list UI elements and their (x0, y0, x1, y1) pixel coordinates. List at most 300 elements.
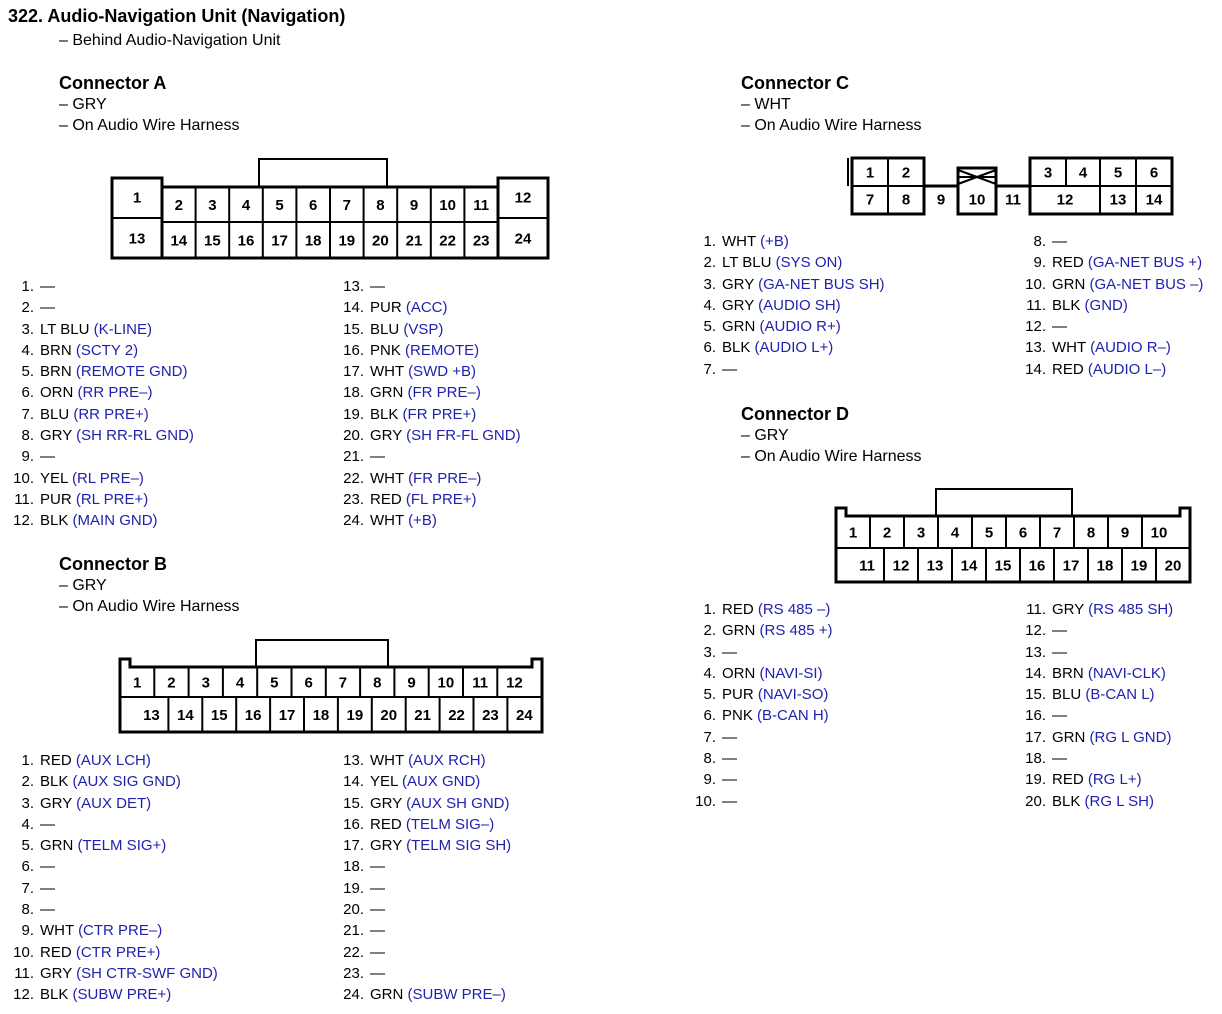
pin-function: (K-LINE) (93, 320, 152, 338)
pin-function: (NAVI-SO) (757, 686, 829, 704)
connector-c-pin-row (1022, 231, 1203, 252)
wire-color: BLK (40, 986, 69, 1004)
connector-c-pin-row (692, 252, 885, 273)
pin-function: (CTR PRE–) (78, 922, 163, 940)
wire-color: WHT (370, 363, 404, 381)
connector-b-heading (59, 554, 240, 617)
connector-d-pin-row (692, 684, 832, 705)
connector-a-pin: 24 (514, 230, 532, 248)
connector-a-pin: 4 (241, 197, 251, 214)
pin-number: 16. (343, 341, 364, 359)
pin-function: (FR PRE–) (407, 384, 481, 402)
connector-a-pin-row (340, 489, 521, 510)
pin-number: 8. (1033, 233, 1046, 250)
pin-number: 7. (703, 360, 716, 378)
pin-function: (AUX GND) (401, 773, 481, 791)
pin-number: 17. (343, 363, 364, 381)
pin-function: (TELM SIG–) (405, 815, 495, 833)
pin-number: 19. (1025, 771, 1046, 789)
connector-b-face (116, 637, 546, 735)
pin-function: (RG L SH) (1084, 792, 1154, 810)
pin-function: (SUBW PRE–) (407, 986, 506, 1004)
connector-d-pin-row (1022, 791, 1173, 812)
connector-d-pin-row (692, 705, 832, 726)
pin-function: (SCTY 2) (75, 341, 139, 359)
pin-number: 8. (21, 427, 34, 445)
connector-c-pin-row (1022, 337, 1203, 358)
connector-a-pin: 23 (472, 232, 490, 250)
pin-number: 12. (13, 512, 34, 530)
connector-a-pin-row (10, 382, 194, 403)
pin-number: 3. (21, 794, 34, 812)
pin-function: (MAIN GND) (72, 512, 158, 530)
wire-color: RED (722, 601, 754, 618)
connector-b-pin: 16 (244, 707, 262, 724)
wire-color: GRN (370, 384, 404, 402)
connector-d-pin: 4 (950, 524, 960, 542)
pin-number: 3. (703, 275, 716, 293)
connector-d-pin: 13 (926, 557, 944, 575)
connector-a-pin: 5 (275, 197, 284, 214)
wire-color: — (722, 643, 737, 661)
connector-a-pin-row (340, 404, 521, 425)
connector-b-pin-row (10, 920, 218, 941)
connector-a-pin: 17 (271, 232, 288, 250)
connector-b-pin: 11 (472, 674, 489, 692)
connector-c-pin-row (692, 316, 885, 337)
pin-function: (AUDIO R–) (1090, 339, 1171, 357)
wire-color: BLK (722, 339, 751, 357)
pin-number: 18. (1025, 750, 1046, 768)
wire-color: RED (1052, 360, 1084, 378)
pin-number: 7. (21, 879, 34, 897)
wire-color: GRN (1052, 728, 1086, 746)
pin-number: 5. (703, 318, 716, 336)
connector-a-heading (59, 73, 240, 136)
pin-number: 1. (703, 601, 716, 618)
pin-function: (GA-NET BUS –) (1089, 275, 1204, 293)
wire-color: — (1052, 233, 1067, 250)
connector-a-pin: 9 (409, 197, 419, 214)
pin-number: 22. (343, 943, 364, 961)
connector-d-pin: 9 (1120, 524, 1130, 542)
wire-color: GRY (722, 275, 754, 293)
connector-c-pinlist-left (692, 231, 885, 380)
connector-c-pin-row (1022, 295, 1203, 316)
connector-b-pin: 22 (448, 707, 465, 724)
wire-color: — (40, 299, 55, 317)
pin-number: 24. (343, 986, 364, 1004)
pin-function: (GA-NET BUS SH) (758, 275, 885, 293)
connector-c-pin-row (692, 231, 885, 252)
pin-number: 23. (343, 964, 364, 982)
connector-d-pin-row (692, 663, 832, 684)
connector-b-pin: 4 (235, 674, 245, 692)
pin-number: 14. (343, 773, 364, 791)
wire-color: — (1052, 707, 1067, 725)
connector-a-pin-row (10, 340, 194, 361)
pin-number: 9. (1033, 254, 1046, 272)
pin-number: 4. (703, 296, 716, 314)
connector-b-pin-row (10, 856, 218, 877)
pin-number: 10. (1025, 275, 1046, 293)
connector-d-pin-row (1022, 769, 1173, 790)
connector-c-pin-row (1022, 274, 1203, 295)
connector-c-pin-row (1022, 316, 1203, 337)
pin-number: 7. (703, 728, 716, 746)
pin-number: 17. (1025, 728, 1046, 746)
connector-c-pin: 6 (1149, 164, 1159, 182)
connector-d-pin-row (692, 642, 832, 663)
connector-b-pin-row (10, 793, 218, 814)
connector-b-pin: 21 (414, 707, 431, 724)
pin-function: (AUX SIG GND) (72, 773, 181, 791)
connector-a-pin: 20 (372, 232, 389, 250)
connector-c-pinlist-right (1022, 231, 1203, 380)
pin-function: (FR PRE–) (408, 469, 482, 487)
connector-b-pin-row (10, 984, 218, 1005)
connector-c-pin: 13 (1109, 191, 1127, 209)
pin-number: 5. (703, 686, 716, 704)
connector-c-pin: 2 (901, 164, 911, 182)
wire-color: BRN (40, 363, 72, 381)
pin-function: (AUX SH GND) (406, 794, 510, 812)
pin-number: 21. (343, 448, 364, 466)
connector-b-pinlist-left (10, 750, 218, 1006)
wire-color: — (40, 815, 55, 833)
pin-number: 11. (1026, 601, 1046, 618)
pin-number: 12. (1025, 622, 1046, 640)
connector-b-harness: – On Audio Wire Harness (59, 598, 240, 615)
connector-a-pin: 19 (338, 232, 356, 250)
connector-d-pin-row (1022, 727, 1173, 748)
pin-number: 3. (703, 643, 716, 661)
pin-function: (RS 485 +) (759, 622, 833, 640)
connector-d-pin-row (1022, 620, 1173, 641)
wire-color: GRY (1052, 601, 1084, 618)
pin-function: (NAVI-CLK) (1087, 664, 1166, 682)
wire-color: — (370, 901, 385, 919)
connector-a-pin: 11 (473, 197, 490, 214)
connector-b-title: Connector B (59, 554, 167, 574)
wire-color: BLK (40, 773, 69, 791)
wire-color: BLU (40, 405, 70, 423)
pin-number: 10. (13, 943, 34, 961)
wire-color: — (370, 858, 385, 876)
connector-b-pin-row (340, 984, 511, 1005)
pin-function: (GND) (1084, 296, 1128, 314)
connector-a-pin: 15 (204, 232, 221, 250)
connector-a-pin: 10 (439, 197, 456, 214)
pin-function: (AUX RCH) (408, 752, 486, 769)
pin-function: (REMOTE GND) (75, 363, 188, 381)
wire-color: GRN (722, 622, 756, 640)
connector-c-pin-row (692, 274, 885, 295)
pin-function: (RS 485 –) (757, 601, 831, 618)
connector-c-color: – WHT (741, 96, 791, 113)
connector-c-pin: 12 (1056, 191, 1074, 209)
connector-b-pin: 10 (437, 674, 455, 692)
connector-a-pin-row (10, 489, 194, 510)
connector-a-pin-row (10, 319, 194, 340)
connector-a-pin-row (340, 361, 521, 382)
connector-d-pin-row (692, 769, 832, 790)
connector-d-title: Connector D (741, 404, 849, 424)
connector-d-pin: 18 (1096, 557, 1114, 575)
connector-a-title: Connector A (59, 73, 167, 93)
connector-b-pin-row (340, 750, 511, 771)
connector-d-pin-row (692, 727, 832, 748)
pin-function: (SH RR-RL GND) (76, 427, 194, 445)
pin-number: 1. (703, 233, 716, 250)
pin-number: 10. (13, 469, 34, 487)
connector-b-pin-row (340, 899, 511, 920)
connector-c-face (848, 156, 1178, 218)
pin-function: (+B) (760, 233, 789, 250)
connector-d-heading (741, 404, 922, 467)
pin-number: 7. (21, 405, 34, 423)
wire-color: YEL (40, 469, 68, 487)
pin-number: 23. (343, 490, 364, 508)
pin-number: 16. (343, 815, 364, 833)
wire-color: — (722, 792, 737, 810)
connector-d-pin: 20 (1164, 557, 1182, 575)
connector-d-pin-row (1022, 642, 1173, 663)
wire-color: — (1052, 622, 1067, 640)
connector-a-pin: 16 (237, 232, 255, 250)
connector-a-pin-row (10, 425, 194, 446)
pin-function: (GA-NET BUS +) (1087, 254, 1203, 272)
pin-number: 6. (703, 339, 716, 357)
wire-color: RED (1052, 254, 1084, 272)
pin-number: 20. (343, 901, 364, 919)
connector-a-pin-row (10, 468, 194, 489)
connector-a-pin-row (340, 340, 521, 361)
pin-number: 6. (703, 707, 716, 725)
wire-color: PUR (40, 490, 72, 508)
wire-color: — (370, 278, 385, 295)
pin-number: 10. (695, 792, 716, 810)
connector-c-title: Connector C (741, 73, 849, 93)
connector-a-color: – GRY (59, 96, 107, 113)
pin-number: 13. (343, 278, 364, 295)
wire-color: BLK (1052, 792, 1081, 810)
connector-d-latch (936, 489, 1072, 516)
connector-b-pin-row (10, 942, 218, 963)
connector-b-latch (256, 640, 388, 667)
pin-number: 8. (703, 750, 716, 768)
wire-color: WHT (722, 233, 756, 250)
connector-d-pin: 1 (848, 524, 858, 542)
pin-number: 4. (703, 664, 716, 682)
wire-color: BLU (1052, 686, 1082, 704)
pin-function: (AUDIO SH) (758, 296, 841, 314)
pin-number: 19. (343, 879, 364, 897)
connector-b-pin-row (10, 878, 218, 899)
connector-a-pin-row (340, 510, 521, 531)
pin-function: (RS 485 SH) (1088, 601, 1174, 618)
connector-c-pin: 10 (968, 191, 986, 209)
pin-function: (AUDIO R+) (759, 318, 841, 336)
connector-d-pinlist-left (692, 599, 832, 812)
wire-color: PNK (722, 707, 753, 725)
connector-b-pin-row (10, 771, 218, 792)
pin-function: (B-CAN H) (757, 707, 829, 725)
pin-number: 8. (21, 901, 34, 919)
pin-function: (+B) (408, 512, 437, 530)
connector-d-pin: 6 (1018, 524, 1028, 542)
pin-number: 3. (21, 320, 34, 338)
connector-c-pin-row (692, 295, 885, 316)
pin-function: (SWD +B) (408, 363, 476, 381)
connector-b-pin: 18 (312, 707, 330, 724)
pin-function: (CTR PRE+) (75, 943, 161, 961)
pin-function: (AUDIO L+) (754, 339, 834, 357)
connector-d-pin: 12 (892, 557, 910, 575)
connector-b-pin-row (10, 963, 218, 984)
wire-color: LT BLU (722, 254, 772, 272)
connector-a-face (110, 156, 550, 262)
connector-a-pin: 8 (376, 197, 385, 214)
wire-color: BLK (370, 405, 399, 423)
connector-d-pinlist-right (1022, 599, 1173, 812)
connector-b-pin: 24 (516, 707, 533, 724)
connector-c-pin: 11 (1005, 191, 1021, 209)
connector-d-pin: 10 (1150, 524, 1168, 542)
pin-number: 16. (1025, 707, 1046, 725)
wire-color: GRY (370, 427, 402, 445)
connector-b-pin: 5 (270, 674, 279, 692)
wire-color: — (370, 922, 385, 940)
connector-c-pin: 9 (936, 191, 946, 209)
wire-color: BRN (40, 341, 72, 359)
wire-color: GRY (40, 427, 72, 445)
wire-color: — (370, 964, 385, 982)
connector-b-color: – GRY (59, 577, 107, 594)
pin-number: 2. (703, 254, 716, 272)
connector-c-pin: 5 (1113, 164, 1123, 182)
wire-color: GRN (1052, 275, 1086, 293)
wire-color: WHT (370, 469, 404, 487)
pin-number: 20. (343, 427, 364, 445)
pin-number: 5. (21, 837, 34, 855)
connector-b-pin: 19 (346, 707, 364, 724)
connector-b-pin: 15 (210, 707, 228, 724)
wire-color: BLK (1052, 296, 1081, 314)
connector-b-pin: 6 (304, 674, 313, 692)
page-title: 322. Audio-Navigation Unit (Navigation) (8, 6, 346, 26)
connector-d-pin: 8 (1086, 524, 1096, 542)
wire-color: PUR (370, 299, 402, 317)
connector-d-pin-row (1022, 748, 1173, 769)
connector-b-pin-row (10, 814, 218, 835)
unit-location: – Behind Audio-Navigation Unit (59, 32, 281, 49)
pin-number: 19. (343, 405, 364, 423)
connector-c-pin-row (692, 359, 885, 380)
pin-number: 11. (14, 490, 34, 508)
connector-d-pin-row (692, 620, 832, 641)
connector-d-pin-row (1022, 684, 1173, 705)
connector-b-pin: 2 (167, 674, 176, 692)
connector-b-pin-row (340, 942, 511, 963)
pin-number: 9. (21, 922, 34, 940)
connector-b-pin: 7 (338, 674, 348, 692)
connector-a-pin-row (10, 510, 194, 531)
wire-color: — (40, 879, 55, 897)
wire-color: RED (370, 815, 402, 833)
pin-number: 12. (13, 986, 34, 1004)
connector-d-pin: 11 (859, 557, 875, 575)
pin-number: 11. (14, 964, 34, 982)
connector-b-pin-row (340, 793, 511, 814)
pin-function: (RR PRE–) (77, 384, 153, 402)
connector-b-pin-row (340, 814, 511, 835)
pin-number: 1. (21, 278, 34, 295)
pin-number: 14. (1025, 664, 1046, 682)
pin-number: 12. (1025, 318, 1046, 336)
connector-b-pin: 8 (373, 674, 382, 692)
connector-b-pin: 23 (482, 707, 499, 724)
pin-function: (ACC) (405, 299, 448, 317)
wire-color: RED (40, 752, 72, 769)
wire-color: GRN (370, 986, 404, 1004)
connector-b-pin: 17 (278, 707, 296, 724)
pin-function: (TELM SIG+) (77, 837, 167, 855)
connector-a-pin: 2 (174, 197, 183, 214)
connector-c-pin: 14 (1145, 191, 1163, 209)
connector-a-harness: – On Audio Wire Harness (59, 117, 240, 134)
wire-color: — (40, 901, 55, 919)
connector-a-pin-row (340, 276, 521, 297)
connector-a-pin-row (10, 297, 194, 318)
pin-number: 1. (21, 752, 34, 769)
connector-a-pin-row (340, 468, 521, 489)
pin-number: 2. (21, 773, 34, 791)
connector-a-pin: 12 (514, 189, 532, 207)
pin-function: (RG L+) (1087, 771, 1142, 789)
wire-color: BLK (40, 512, 69, 530)
wire-color: — (40, 448, 55, 466)
wire-color: — (370, 943, 385, 961)
connector-c-pin-row (1022, 359, 1203, 380)
connector-a-pin-row (340, 297, 521, 318)
pin-number: 9. (21, 448, 34, 466)
connector-d-pin-row (1022, 663, 1173, 684)
connector-d-pin: 2 (882, 524, 892, 542)
connector-a-latch (259, 159, 387, 187)
connector-a-pin: 22 (439, 232, 456, 250)
pin-function: (RG L GND) (1089, 728, 1172, 746)
connector-d-pin: 7 (1052, 524, 1062, 542)
pin-function: (AUX DET) (76, 794, 152, 812)
connector-d-pin-row (692, 599, 832, 620)
pin-function: (TELM SIG SH) (406, 837, 512, 855)
wire-color: YEL (370, 773, 398, 791)
connector-b-pin: 12 (506, 674, 523, 692)
connector-a-pin: 7 (342, 197, 351, 214)
pin-number: 22. (343, 469, 364, 487)
connector-a-pin-row (340, 382, 521, 403)
pin-number: 4. (21, 815, 34, 833)
connector-a-pin-row (10, 404, 194, 425)
wire-color: — (722, 360, 737, 378)
pin-number: 13. (343, 752, 364, 769)
pin-number: 2. (703, 622, 716, 640)
wire-color: — (370, 448, 385, 466)
connector-c-pin: 3 (1043, 164, 1053, 182)
connector-c-harness: – On Audio Wire Harness (741, 117, 922, 134)
connector-d-pin: 19 (1130, 557, 1148, 575)
